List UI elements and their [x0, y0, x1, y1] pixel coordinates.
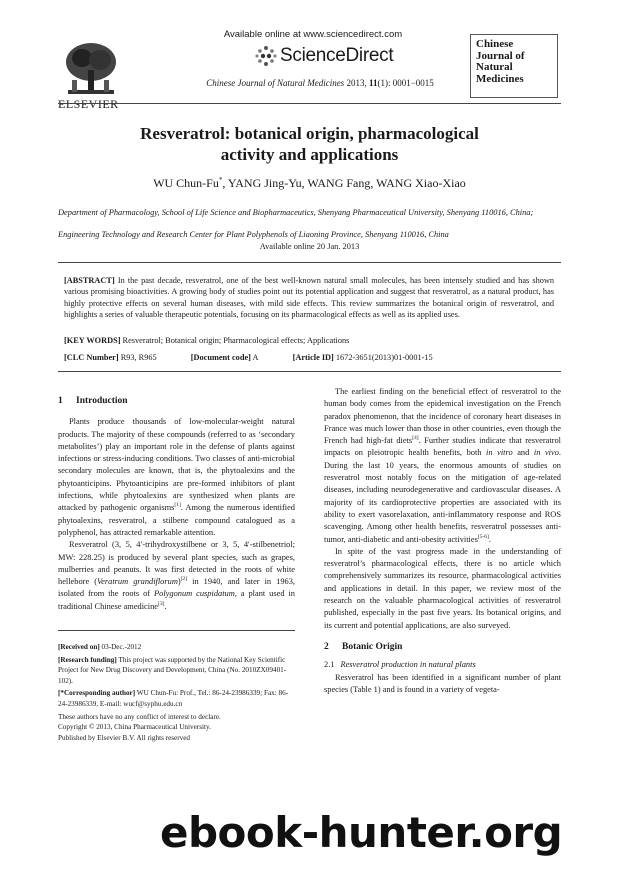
paragraph-text: Plants produce thousands of low-molecular-weight natural products. The majority of these compounds (referred to as ‘secondary metabolites’) play an important role in the defense of plants against infections or stress-inducing conditions. Two classes of anti-microbial secondary molecules are known, that is, the phytoalexins and the phytoanticipins. Phytoanticipins are pre-formed inhibitors of plant infections, while phytoalexins are synthesized when plants are attacked by pathogenic organisms: [58, 417, 295, 513]
paragraph-resveratrol-production: Resveratrol has been identified in a significant number of plant species (Table 1) and is found in a variety of vegeta-: [324, 672, 561, 694]
paragraph-text: Resveratrol (3, 5, 4′-trihydroxystilbene or 3, 5, 4′-stilbenetriol; MW: 228.25) is produced by several plant species, such as grapes, mulberries and peanuts. It was first detected in the roots of white hellebore (: [58, 540, 295, 587]
abstract-label: [ABSTRACT]: [64, 276, 115, 285]
intro-paragraph-2: Resveratrol (3, 5, 4′-trihydroxystilbene or 3, 5, 4′-stilbenetriol; MW: 228.25) is produced by several plant species, such as grapes, mulberries and peanuts. It was first detected in the roots of white hellebore (Veratrum grandiflorum)[2] in 1940, and later in 1963, isolated from the roots of Polygonum cuspidatum, a plant used in traditional Chinese amedicine[3].: [58, 540, 296, 611]
footnote-rule: [58, 630, 295, 631]
title-line: Resveratrol: botanical origin, pharmacological: [140, 124, 479, 143]
journal-cite-name: Chinese Journal of Natural Medicines: [206, 78, 345, 88]
journal-title-box: [470, 34, 558, 98]
doc-code-value: A: [250, 353, 259, 362]
article-title: [58, 123, 561, 165]
footnote-label: [Research funding]: [58, 655, 117, 664]
keywords-text: Resveratrol; Botanical origin; Pharmacological effects; Applications: [120, 336, 350, 345]
header-rule: [58, 103, 561, 104]
abstract-text: In the past decade, resveratrol, one of the best well-known natural small molecules, has been intensely studied and has shown various promising bioactivities. A growing body of studies point out its potential application and suggest that resveratrol, as a natural product, has highly protective effects on several human diseases, with mild side effects. This review summarizes the botanical origin of resveratrol, and highlights a series of valuable therapeutic potentials, focusing on its pharmacological effects as well as its applied uses.: [64, 276, 554, 319]
clc-number: [64, 353, 173, 362]
abstract-bottom-rule: [58, 371, 561, 372]
right-column: [324, 386, 561, 696]
citation-ref[interactable]: [2]: [180, 576, 188, 583]
affiliation: Department of Pharmacology, School of Life Science and Biopharmaceutics, Shenyang Pharmaceutical University, Shenyang 110016, China;: [58, 208, 534, 217]
footnote-label: [Received on]: [58, 643, 100, 651]
corresponding-author-mark: *: [218, 176, 223, 184]
journal-box-line: Natural: [476, 61, 513, 73]
footnote-text: This project was supported by the National Key Scientific Project for New Drug Discovery and Development, China (No. 2010ZX09401-102).: [58, 655, 287, 685]
available-date: Available online 20 Jan. 2013: [259, 242, 360, 251]
doc-code-label: [Document code]: [190, 353, 251, 362]
journal-cite-year: 2013,: [346, 78, 367, 88]
paragraph-text: The earliest finding on the beneficial effect of resveratrol to the human body comes from the epidemical investigation on the French paradox phenomenon, that the incidence of coronary heart diseases in France was much lower than those in other countries, even though the French had high-fat diets: [324, 387, 561, 446]
document-code: [191, 353, 275, 362]
section-number: 1: [58, 396, 63, 406]
journal-cite-issue: (1): 0001−0015: [377, 78, 434, 88]
italic-term: in vivo: [533, 448, 559, 458]
abstract-top-rule: [58, 262, 561, 263]
paragraph-text: , a plant used in traditional Chinese amedicine: [58, 589, 295, 611]
species-name: Polygonum cuspidatum: [154, 589, 235, 599]
paragraph-text: . Among the numerous identified phytoalexins, resveratrol, a stilbene compound catalogued as a polyphenol, has attracted remarkable attention.: [58, 503, 295, 537]
paragraph-text: .: [488, 534, 491, 544]
sciencedirect-dots-icon: [254, 44, 278, 68]
section-title: Introduction: [76, 396, 128, 406]
section-heading-botanic-origin: [324, 641, 561, 653]
journal-citation: [170, 78, 470, 88]
footnote-copyright: Copyright © 2013, China Pharmaceutical University.: [58, 723, 211, 732]
species-name: Veratrum grandiflorum: [96, 577, 178, 587]
journal-cite-volume: 11: [368, 78, 378, 88]
citation-ref[interactable]: [1]: [174, 502, 181, 509]
paragraph-review-scope: In spite of the vast progress made in the understanding of resveratrol’s pharmacological effects, there is no article which comprehensively summarizes its resource, pharmacological activities and applications in detail. In this paper, we review most of the research on the valuable pharmacological activities of resveratrol published, especially in the past five years. Its botanical origins, and its current and potential applications, are also surveyed.: [324, 546, 561, 630]
footnote-corresponding-author: [58, 688, 295, 709]
author-names: , YANG Jing-Yu, WANG Fang, WANG Xiao-Xiao: [222, 176, 466, 190]
clc-label: [CLC Number]: [64, 353, 119, 362]
subsection-heading: [324, 659, 561, 671]
paragraph-text: . During the last 10 years, the enormous amounts of studies on resveratrol most notably focus on the mitigation of age-related diseases, including neurodegenerative and cardiovascular diseases. A majority of its cardioprotective properties are associated with its ability to exert vasorelaxation, anti-inflammatory response and ROS scavenging. Among other health benefits, resveratrol possesses anti-tumor, anti-diabetic and anti-obesity activities: [324, 448, 561, 544]
left-column: [58, 395, 295, 613]
journal-box-line: Medicines: [476, 72, 524, 85]
subsection-number: 2.1: [324, 660, 335, 670]
journal-box-line: Chinese: [476, 38, 514, 50]
classification-line: [64, 353, 554, 362]
elsevier-tree-logo: [62, 40, 120, 98]
footnote-conflict: These authors have no any conflict of interest to declare.: [58, 712, 221, 721]
citation-ref[interactable]: [5-6]: [477, 533, 489, 540]
affiliation: Engineering Technology and Research Center for Plant Polyphenols of Liaoning Province, Shenyang 110016, China: [58, 230, 449, 239]
paragraph-text: and: [512, 448, 534, 458]
section-title: Botanic Origin: [342, 641, 403, 652]
footnote-text: 03-Dec.-2012: [99, 643, 142, 651]
keywords: [64, 336, 554, 345]
footnotes: [58, 642, 295, 743]
italic-term: in vitro: [486, 448, 513, 458]
subsection-title: Resveratrol production in natural plants: [340, 660, 476, 670]
keywords-label: [KEY WORDS]: [64, 336, 121, 345]
title-line: activity and applications: [220, 145, 399, 164]
section-number: 2: [324, 641, 329, 652]
journal-box-line: Journal of: [476, 49, 525, 62]
citation-ref[interactable]: [4]: [412, 435, 419, 442]
clc-value: R93, R965: [118, 353, 157, 362]
paragraph-french-paradox: [324, 386, 561, 546]
footnote-text: WU Chun-Fu: Prof., Tel.: 86-24-23986339; Fax: 86-24-23986339, E-mail: wucf@syphu.edu.cn: [58, 689, 289, 708]
author-name: WU Chun-Fu: [153, 176, 219, 190]
paragraph-text: in 1940, and later in 1963, isolated from the roots of: [58, 577, 296, 599]
sciencedirect-logo-text: ScienceDirect: [280, 45, 394, 66]
available-online-link[interactable]: Available online at www.sciencedirect.com: [223, 29, 403, 40]
footnote-label: [*Corresponding author]: [58, 689, 136, 698]
section-heading-introduction: [58, 395, 295, 407]
paragraph-text: .: [164, 601, 167, 611]
paragraph-text: . Further studies indicate that resveratrol impacts on pleiotropic health benefits, both: [324, 436, 561, 458]
publisher-name: ELSEVIER: [58, 97, 119, 111]
article-id: [293, 353, 449, 362]
footnote-received: [58, 642, 295, 653]
article-id-label: [Article ID]: [292, 353, 334, 362]
article-id-value: 1672-3651(2013)01-0001-15: [333, 353, 433, 362]
watermark-text: ebook-hunter.org: [160, 808, 563, 857]
abstract: [64, 275, 554, 320]
intro-paragraph-1: [58, 416, 295, 539]
footnote-funding: [58, 655, 295, 687]
author-list: [58, 176, 561, 191]
citation-ref[interactable]: [3]: [158, 600, 165, 607]
footnote-published: Published by Elsevier B.V. All rights reserved: [58, 733, 191, 742]
